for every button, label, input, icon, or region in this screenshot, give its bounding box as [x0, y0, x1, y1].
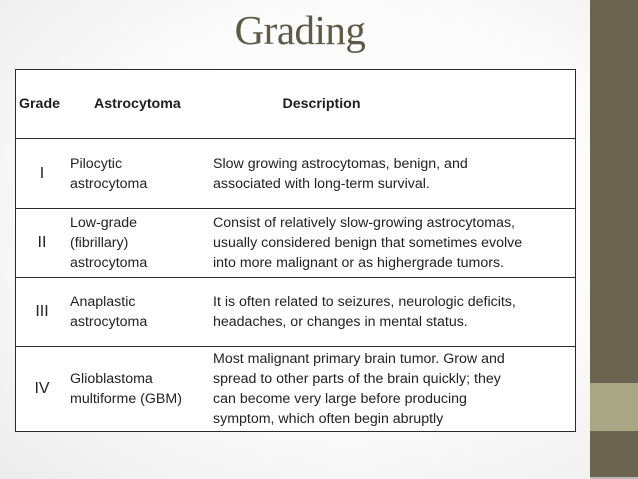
astrocytoma-line: multiforme (GBM)	[70, 391, 182, 407]
description-cell	[213, 139, 576, 209]
description-cell	[213, 209, 576, 278]
description-line: Slow growing astrocytomas, benign, and	[213, 155, 468, 172]
slide-title: Grading	[234, 7, 366, 53]
header-grade: Grade	[16, 70, 69, 139]
description-line: into more malignant or as highergrade tumors.	[213, 255, 504, 271]
astrocytoma-cell	[68, 278, 213, 347]
table-row	[16, 209, 576, 278]
astrocytoma-line: Low-grade	[70, 215, 138, 231]
description-line: symptom, which often begin abruptly	[213, 411, 444, 427]
astrocytoma-line: (fibrillary)	[70, 235, 129, 251]
description-cell	[213, 347, 576, 432]
description-line: usually considered benign that sometimes evolve	[213, 235, 523, 251]
grade-cell: III	[16, 278, 69, 347]
astrocytoma-line: Pilocytic	[70, 155, 123, 172]
astrocytoma-cell	[68, 347, 213, 432]
description-cell	[213, 278, 576, 347]
astrocytoma-line: astrocytoma	[70, 255, 148, 271]
astrocytoma-cell	[68, 209, 213, 278]
grade-cell: IV	[16, 347, 69, 432]
description-line: headaches, or changes in mental status.	[213, 314, 468, 330]
astrocytoma-line: Glioblastoma	[70, 371, 153, 387]
description-line: Most malignant primary brain tumor. Grow and	[213, 351, 505, 367]
grading-table	[15, 69, 576, 432]
description-line: Consist of relatively slow-growing astrocytomas,	[213, 215, 515, 231]
description-line: can become very large before producing	[213, 391, 467, 407]
astrocytoma-line: astrocytoma	[70, 314, 148, 330]
table-header-row	[16, 70, 576, 139]
grade-cell: I	[16, 139, 69, 209]
grade-cell: II	[16, 209, 69, 278]
decorative-sidebar	[590, 0, 638, 479]
table-row	[16, 347, 576, 432]
sidebar-accent-band	[590, 383, 638, 431]
description-line: spread to other parts of the brain quickly; they	[213, 371, 501, 387]
header-description: Description	[213, 70, 576, 139]
header-astrocytoma: Astrocytoma	[68, 70, 213, 139]
description-line: associated with long-term survival.	[213, 175, 430, 192]
table-row	[16, 139, 576, 209]
astrocytoma-cell	[68, 139, 213, 209]
astrocytoma-line: Anaplastic	[70, 294, 136, 310]
description-line: It is often related to seizures, neurologic deficits,	[213, 294, 516, 310]
astrocytoma-line: astrocytoma	[70, 175, 148, 192]
table-row	[16, 278, 576, 347]
